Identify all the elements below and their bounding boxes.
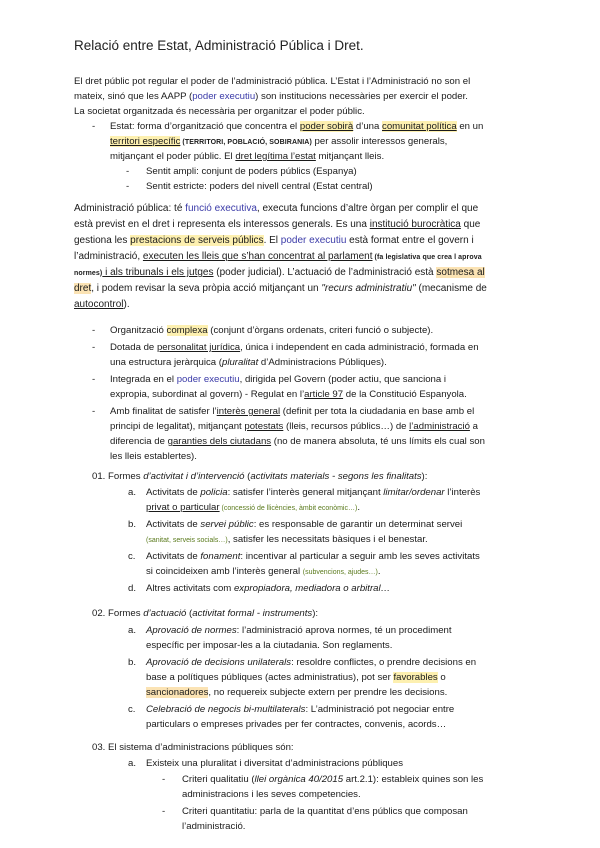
estat-sentit-estricte: Sentit estricte: poders del nivell central (Estat central)	[146, 181, 373, 192]
s02-c-l2: particulars o empreses privades per fer contractes, convenis, acords…	[146, 719, 447, 730]
s02-a-l1: Aprovació de normes: l’administració aprova normes, té un procediment	[146, 625, 452, 636]
feature-interes-l3: diferencia de garanties dels ciutadans (no de manera absoluta, té uns límits els cual son	[110, 436, 485, 447]
s03-quantitatiu-l1: Criteri quantitatiu: parla de la quantitat d’ens públics que composan	[182, 806, 468, 817]
admin-line-5: normes) i als tribunals i els jutges (poder judicial). L’actuació de l’administració està sotmesa al	[74, 267, 485, 278]
admin-line-3: gestiona les prestacions de serveis públics. El poder executiu està format entre el govern i	[74, 235, 474, 246]
section-03-heading: 03. El sistema d’administracions públiques són:	[92, 742, 294, 753]
admin-line-7: autocontrol).	[74, 299, 130, 310]
feature-complexa: Organització complexa (conjunt d’òrgans ordenats, criteri funció o subjecte).	[110, 325, 434, 336]
s01-c-l2: si coincideixen amb l’interès general (subvencions, ajudes…).	[146, 566, 381, 577]
bullet-dash: -	[162, 774, 166, 785]
s01-b-l2: (sanitat, serveis socials…), satisfer les necessitats bàsiques i el benestar.	[146, 534, 428, 545]
bullet-dash: -	[92, 374, 96, 385]
highlight-comunitat-politica: comunitat política	[382, 121, 457, 132]
bullet-dash: -	[92, 406, 96, 417]
s03-quantitatiu-l2: l’administració.	[182, 821, 246, 832]
s02-a-l2: específic per imposar-les a la ciutadania. Son reglaments.	[146, 640, 393, 651]
item-marker-c: c.	[128, 551, 136, 562]
item-marker-d: d.	[128, 583, 137, 594]
bullet-dash: -	[92, 325, 96, 336]
keyword-poder-executiu: poder executiu	[192, 91, 256, 102]
admin-line-6: dret, i podem revisar la seva pròpia acció mitjançant un "recurs administratiu" (mecanisme de	[74, 283, 487, 294]
estat-line-2: territori específic (TERRITORI, POBLACIÓ, SOBIRANIA) per assolir interessos generals,	[110, 136, 448, 147]
s02-b-l1: Aprovació de decisions unilaterals: resoldre conflictes, o prendre decisions en	[146, 657, 477, 668]
item-marker-a: a.	[128, 758, 137, 769]
intro-line-1: El dret públic pot regular el poder de l’administració pública. L’Estat i l’Administració no son el	[74, 76, 471, 87]
admin-line-2: està previst en el dret i representa els interessos generals. Es una institució burocràtica que	[74, 219, 481, 230]
estat-sentit-ampli: Sentit ampli: conjunt de poders públics (Espanya)	[146, 166, 357, 177]
admin-line-1: Administració pública: té funció executiva, executa funcions d’altre òrgan per complir el que	[74, 203, 479, 214]
highlight-poder-sobira: poder sobirà	[299, 121, 354, 132]
feature-personalitat-l1: Dotada de personalitat jurídica, única i independent en cada administració, formada en	[110, 342, 479, 353]
s01-a-l2: privat o particular (concessió de llicències, àmbit econòmic…).	[146, 502, 360, 513]
feature-personalitat-l2: una estructura jeràrquica (pluralitat d’Administracions Públiques).	[110, 357, 387, 368]
intro-line-3: La societat organitzada és necessària per organitzar el poder públic.	[74, 106, 365, 117]
estat-line-1: Estat: forma d’organització que concentra el poder sobirà d’una comunitat política en un	[110, 121, 484, 132]
s03-a-l1: Existeix una pluralitat i diversitat d’administracions públiques	[146, 758, 404, 769]
s01-a-l1: Activitats de policia: satisfer l’interès general mitjançant limitar/ordenar l’interès	[146, 487, 481, 498]
bullet-dash: -	[126, 166, 130, 177]
feature-interes-l4: les lleis establertes).	[110, 451, 197, 462]
item-marker-a: a.	[128, 487, 137, 498]
feature-interes-l2: principi de legalitat), mitjançant potestats (lleis, recursos públics…) de l’administració a	[110, 421, 478, 432]
admin-line-4: l’administració, executen les lleis que s’han concentrat al parlament (fa legislativa que crea l aprova	[74, 251, 482, 262]
feature-executiu-l1: Integrada en el poder executiu, dirigida pel Govern (poder actiu, que sanciona i	[110, 374, 447, 385]
item-marker-a: a.	[128, 625, 137, 636]
bullet-dash: -	[92, 342, 96, 353]
s03-qualitatiu-l2: administracions i les seves competencies.	[182, 789, 361, 800]
feature-interes-l1: Amb finalitat de satisfer l’interès general (definit per tota la ciudadania en base amb el	[110, 406, 475, 417]
s03-qualitatiu-l1: Criteri qualitatiu (llei orgànica 40/2015 art.2.1): estableix quines son les	[182, 774, 484, 785]
section-02-heading: 02. Formes d’actuació (activitat formal - instruments):	[92, 608, 319, 619]
page-title: Relació entre Estat, Administració Pública i Dret.	[74, 38, 364, 53]
feature-executiu-l2: expropia, subordinat al govern) - Regulat en l’article 97 de la Constitució Espanyola.	[110, 389, 467, 400]
s02-b-l2: base a polítiques públiques (actes administratius), pot ser favorables o	[146, 672, 446, 683]
item-marker-b: b.	[128, 519, 137, 530]
section-01-heading: 01. Formes d’activitat i d’intervenció (activitats materials - segons les finalitats):	[92, 471, 428, 482]
item-marker-b: b.	[128, 657, 137, 668]
bullet-dash: -	[92, 121, 96, 132]
s01-b-l1: Activitats de servei públic: es responsable de garantir un determinat servei	[146, 519, 463, 530]
s01-d-l1: Altres activitats com expropiadora, mediadora o arbitral…	[146, 583, 391, 594]
estat-line-3: mitjançant el poder públic. El dret legítima l’estat mitjançant lleis.	[110, 151, 385, 162]
item-marker-c: c.	[128, 704, 136, 715]
s02-b-l3: sancionadores, no requereix subjecte extern per prendre les decisions.	[146, 687, 448, 698]
s01-c-l1: Activitats de fonament: incentivar al particular a seguir amb les seves activitats	[146, 551, 480, 562]
intro-line-2: mateix, sinó que les AAPP (poder executiu) son institucions necessàries per exercir el poder.	[74, 91, 468, 102]
highlight-territori-especific: territori específic	[110, 136, 181, 147]
bullet-dash: -	[126, 181, 130, 192]
bullet-dash: -	[162, 806, 166, 817]
s02-c-l1: Celebració de negocis bi-multilaterals: L’administració pot negociar entre	[146, 704, 455, 715]
